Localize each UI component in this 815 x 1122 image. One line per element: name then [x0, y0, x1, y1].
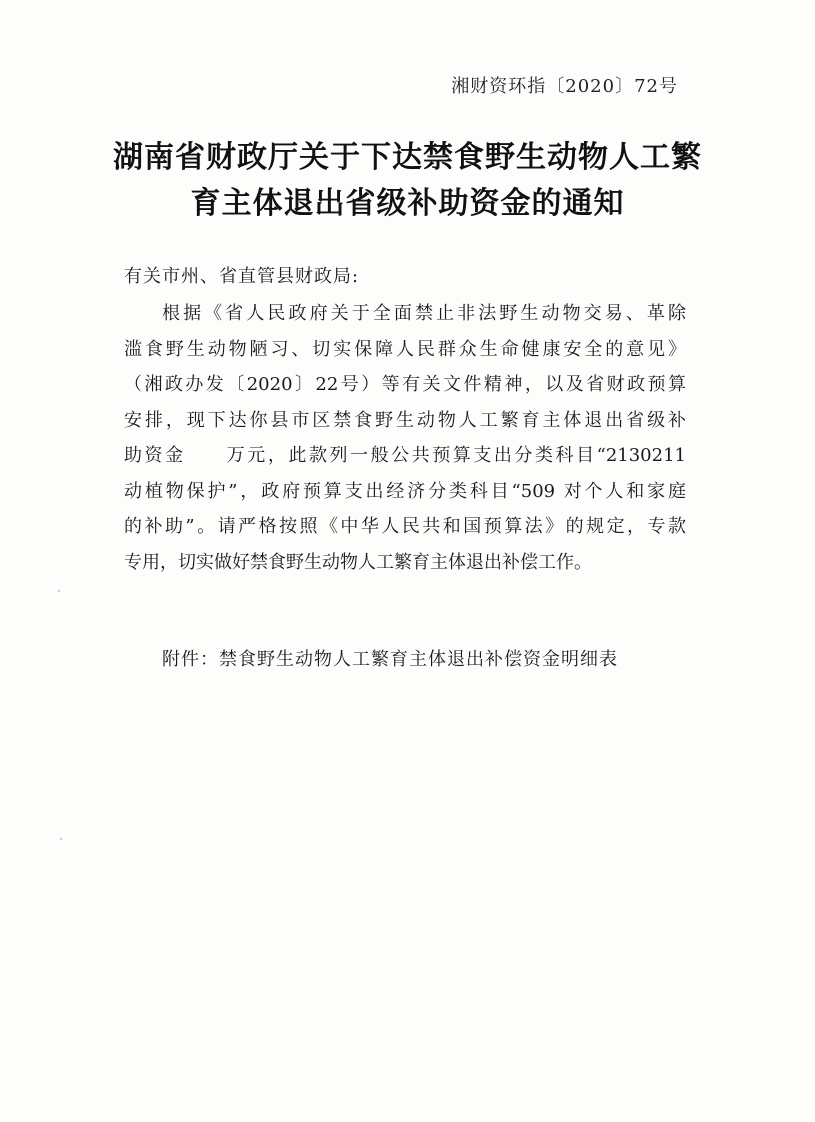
document-number: 湘财资环指〔2020〕72号: [451, 76, 678, 97]
scan-speck: [58, 590, 60, 592]
title-line-2: 育主体退出省级补助资金的通知: [190, 186, 625, 221]
body-line: 的补助”。请严格按照《中华人民共和国预算法》的规定，专款: [124, 516, 686, 537]
body-line: 根据《省人民政府关于全面禁止非法野生动物交易、革除: [162, 303, 686, 324]
body-line: （湘政办发〔2020〕22号）等有关文件精神，以及省财政预算: [124, 374, 686, 395]
body-line: 助资金 万元，此款列一般公共预算支出分类科目“2130211: [124, 445, 686, 466]
recipient-salutation: 有关市州、省直管县财政局:: [124, 266, 360, 287]
document-title: [60, 135, 755, 227]
body-line: 安排，现下达你县市区禁食野生动物人工繁育主体退出省级补: [124, 409, 686, 431]
body-line: 滥食野生动物陋习、切实保障人民群众生命健康安全的意见》: [124, 338, 686, 360]
body-line: 动植物保护”，政府预算支出经济分类科目“509 对个人和家庭: [124, 480, 686, 502]
title-line-1: 湖南省财政厅关于下达禁食野生动物人工繁: [113, 140, 702, 175]
scan-speck: [60, 838, 62, 840]
attachment-note: 附件：禁食野生动物人工繁育主体退出补偿资金明细表: [162, 649, 618, 670]
body-line: 专用，切实做好禁食野生动物人工繁育主体退出补偿工作。: [124, 551, 592, 573]
body-paragraph: [124, 296, 686, 580]
